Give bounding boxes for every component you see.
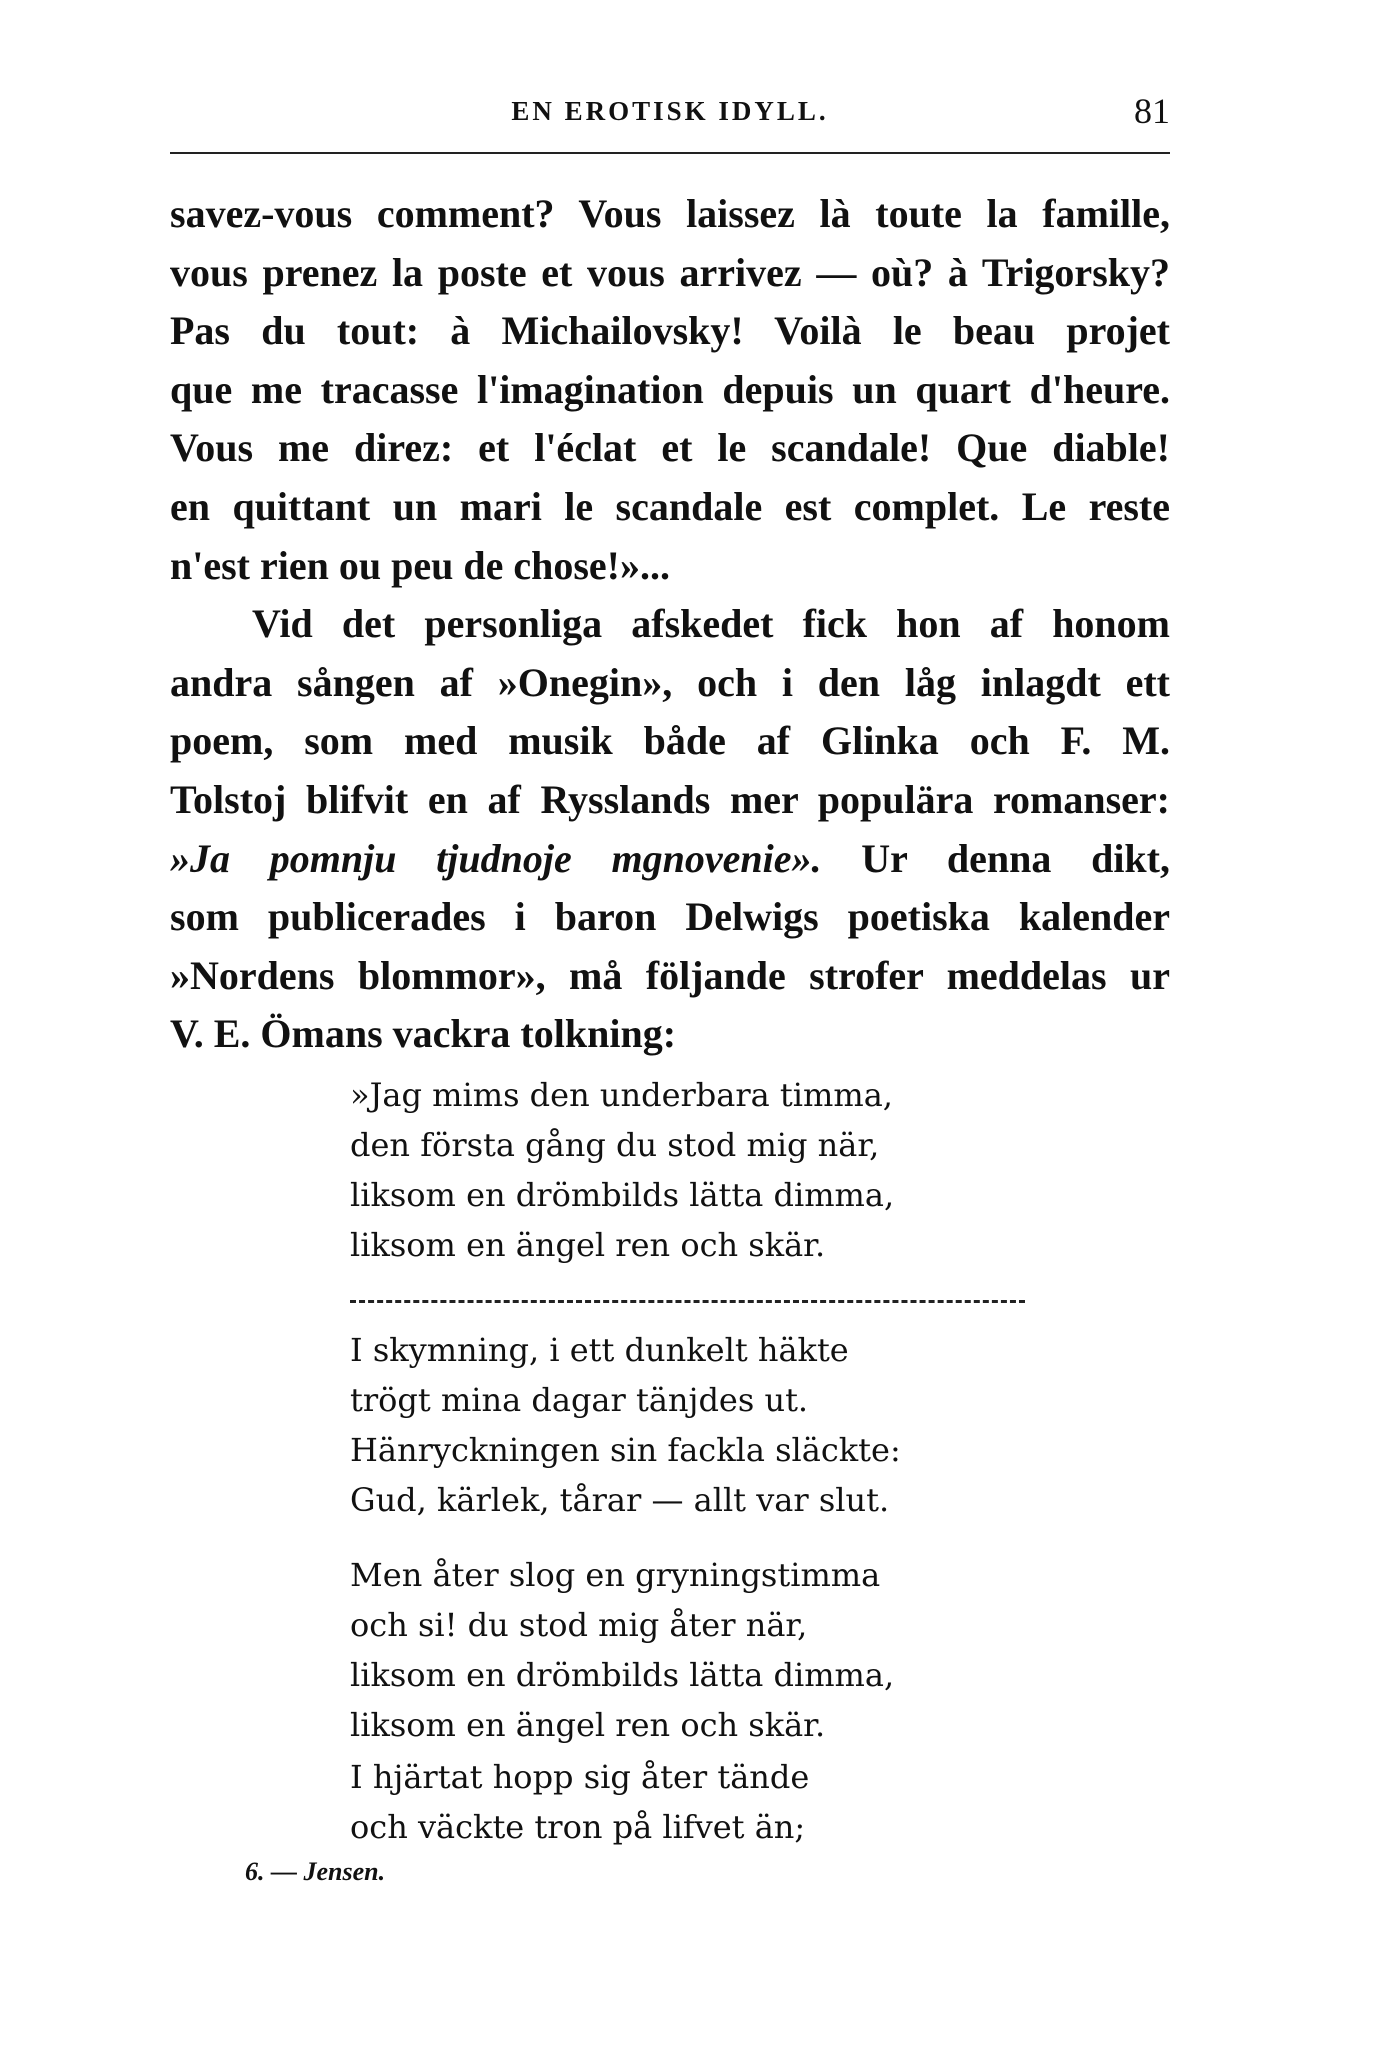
prose-line: que me tracasse l'imagination depuis un quart d'heure. [170, 366, 1170, 412]
verse-stanza-2 [350, 1325, 1000, 1525]
prose-line: Tolstoj blifvit en af Rysslands mer populära romanser: [170, 776, 1170, 822]
prose-line: »Nordens blommor», må följande strofer meddelas ur [170, 952, 1170, 998]
poem-title-italic: »Ja pomnju tjudnoje mgnovenie». [170, 835, 822, 881]
prose-body [170, 185, 1170, 1064]
verse-line: liksom en ängel ren och skär. [350, 1706, 826, 1744]
prose-line: vous prenez la poste et vous arrivez — où? à Trigorsky? [170, 249, 1170, 295]
verse-line: Gud, kärlek, tårar — allt var slut. [350, 1481, 890, 1519]
verse-line: och väckte tron på lifvet än; [350, 1808, 806, 1846]
verse-line: liksom en drömbilds lätta dimma, [350, 1176, 895, 1214]
prose-line: Pas du tout: à Michailovsky! Voilà le beau projet [170, 308, 1170, 354]
verse-line: I skymning, i ett dunkelt häkte [350, 1331, 849, 1369]
prose-line: en quittant un mari le scandale est complet. Le reste [170, 483, 1170, 529]
verse-line: »Jag mims den underbara timma, [350, 1076, 893, 1114]
verse-stanza-1 [350, 1070, 1000, 1270]
prose-line: savez-vous comment? Vous laissez là toute la famille, [170, 191, 1170, 236]
verse-line: Hänryckningen sin fackla släckte: [350, 1431, 901, 1469]
paragraph-start-line: Vid det personliga afskedet fick hon af honom [252, 601, 1170, 647]
prose-line: n'est rien ou peu de chose!»... [170, 542, 670, 588]
verse-line: trögt mina dagar tänjdes ut. [350, 1381, 809, 1419]
verse-line: liksom en drömbilds lätta dimma, [350, 1656, 895, 1694]
running-head-title: EN EROTISK IDYLL. [511, 96, 829, 126]
prose-line-tail: Ur denna dikt, [861, 835, 1170, 881]
verse-line: I hjärtat hopp sig åter tände [350, 1758, 810, 1796]
header-rule [170, 152, 1170, 154]
verse-line: Men åter slog en gryningstimma [350, 1556, 881, 1594]
running-head [170, 90, 1170, 140]
prose-line: Vous me direz: et l'éclat et le scandale! Que diable! [170, 425, 1170, 471]
signature-mark: 6. — Jensen. [245, 1857, 386, 1886]
prose-line: V. E. Ömans vackra tolkning: [170, 1011, 677, 1057]
verse-stanza-3 [350, 1550, 1000, 1750]
prose-line: poem, som med musik både af Glinka och F. M. [170, 718, 1170, 764]
verse-stanza-4 [350, 1752, 1000, 1852]
verse-line: den första gång du stod mig när, [350, 1126, 880, 1164]
prose-line: som publicerades i baron Delwigs poetiska kalender [170, 894, 1170, 940]
verse-line: och si! du stod mig åter när, [350, 1606, 808, 1644]
prose-line: andra sången af »Onegin», och i den låg inlagdt ett [170, 659, 1170, 705]
page-number: 81 [1134, 91, 1170, 131]
verse-line: liksom en ängel ren och skär. [350, 1226, 826, 1264]
omission-dash-rule [350, 1300, 1025, 1303]
prose-line-mixed [170, 830, 1170, 889]
